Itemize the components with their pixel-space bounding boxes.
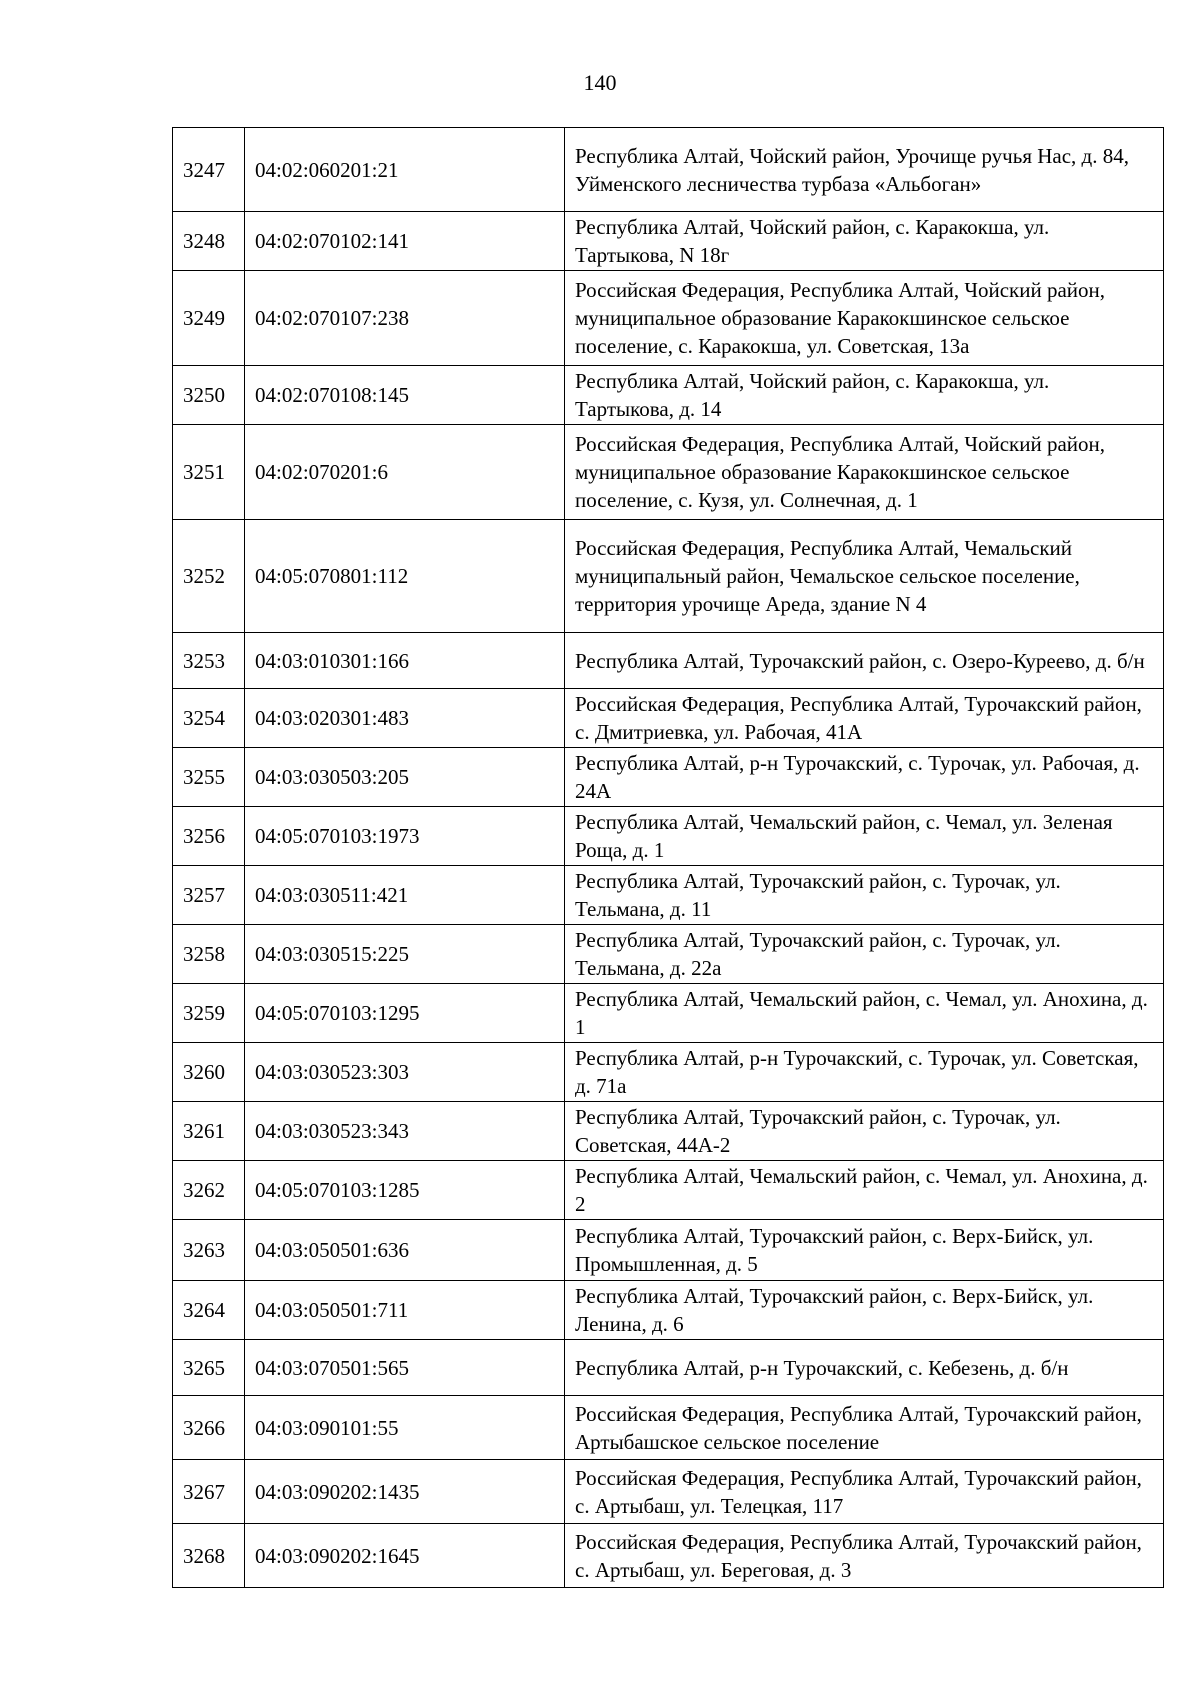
row-number-cell: 3264: [173, 1281, 245, 1340]
address-cell: Республика Алтай, Турочакский район, с. Верх-Бийск, ул. Промышленная, д. 5: [565, 1220, 1164, 1281]
table-row: [173, 807, 1164, 866]
address-cell: Республика Алтай, р-н Турочакский, с. Турочак, ул. Советская, д. 71а: [565, 1043, 1164, 1102]
cadastral-number-cell: 04:05:070103:1285: [245, 1161, 565, 1220]
cadastral-number-cell: 04:03:070501:565: [245, 1340, 565, 1396]
cadastral-number-cell: 04:03:010301:166: [245, 633, 565, 689]
cadastral-number-cell: 04:03:090202:1435: [245, 1460, 565, 1524]
table-row: [173, 633, 1164, 689]
table-row: [173, 212, 1164, 271]
address-cell: Республика Алтай, Чемальский район, с. Чемал, ул. Зеленая Роща, д. 1: [565, 807, 1164, 866]
row-number-cell: 3258: [173, 925, 245, 984]
row-number-cell: 3254: [173, 689, 245, 748]
table-row: [173, 925, 1164, 984]
table-row: [173, 1281, 1164, 1340]
cadastral-number-cell: 04:02:060201:21: [245, 128, 565, 212]
address-cell: Республика Алтай, Чемальский район, с. Чемал, ул. Анохина, д. 2: [565, 1161, 1164, 1220]
address-cell: Республика Алтай, Чемальский район, с. Чемал, ул. Анохина, д. 1: [565, 984, 1164, 1043]
table-row: [173, 366, 1164, 425]
row-number-cell: 3265: [173, 1340, 245, 1396]
table-row: [173, 1043, 1164, 1102]
address-cell: Российская Федерация, Республика Алтай, Чойский район, муниципальное образование Каракокшинское сельское поселение, с. Кузя, ул. Солнечная, д. 1: [565, 425, 1164, 520]
address-cell: Российская Федерация, Республика Алтай, Чойский район, муниципальное образование Каракокшинское сельское поселение, с. Каракокша, ул. Советская, 13а: [565, 271, 1164, 366]
row-number-cell: 3260: [173, 1043, 245, 1102]
table-row: [173, 984, 1164, 1043]
cadastral-number-cell: 04:02:070102:141: [245, 212, 565, 271]
row-number-cell: 3266: [173, 1396, 245, 1460]
address-cell: Российская Федерация, Республика Алтай, Чемальский муниципальный район, Чемальское сельское поселение, территория урочище Ареда, здание N 4: [565, 520, 1164, 633]
row-number-cell: 3261: [173, 1102, 245, 1161]
row-number-cell: 3257: [173, 866, 245, 925]
cadastral-number-cell: 04:02:070107:238: [245, 271, 565, 366]
table-row: [173, 866, 1164, 925]
table-body: [173, 128, 1164, 1588]
address-cell: Республика Алтай, р-н Турочакский, с. Кебезень, д. б/н: [565, 1340, 1164, 1396]
table-row: [173, 271, 1164, 366]
cadastral-number-cell: 04:05:070103:1973: [245, 807, 565, 866]
address-cell: Республика Алтай, Чойский район, Урочище ручья Нас, д. 84, Уйменского лесничества турбаза «Альбоган»: [565, 128, 1164, 212]
row-number-cell: 3253: [173, 633, 245, 689]
row-number-cell: 3251: [173, 425, 245, 520]
table-row: [173, 1524, 1164, 1588]
table-row: [173, 520, 1164, 633]
property-table: [172, 127, 1164, 1588]
address-cell: Российская Федерация, Республика Алтай, Турочакский район, с. Дмитриевка, ул. Рабочая, 41А: [565, 689, 1164, 748]
address-cell: Республика Алтай, Турочакский район, с. Турочак, ул. Тельмана, д. 11: [565, 866, 1164, 925]
table-row: [173, 748, 1164, 807]
page-number: 140: [583, 70, 617, 95]
address-cell: Российская Федерация, Республика Алтай, Турочакский район, Артыбашское сельское поселение: [565, 1396, 1164, 1460]
cadastral-number-cell: 04:02:070108:145: [245, 366, 565, 425]
table-row: [173, 689, 1164, 748]
address-cell: Республика Алтай, р-н Турочакский, с. Турочак, ул. Рабочая, д. 24А: [565, 748, 1164, 807]
cadastral-number-cell: 04:03:030523:343: [245, 1102, 565, 1161]
cadastral-number-cell: 04:03:050501:636: [245, 1220, 565, 1281]
table-row: [173, 1102, 1164, 1161]
address-cell: Российская Федерация, Республика Алтай, Турочакский район, с. Артыбаш, ул. Береговая, д. 3: [565, 1524, 1164, 1588]
row-number-cell: 3255: [173, 748, 245, 807]
cadastral-number-cell: 04:05:070801:112: [245, 520, 565, 633]
row-number-cell: 3263: [173, 1220, 245, 1281]
address-cell: Республика Алтай, Чойский район, с. Каракокша, ул. Тартыкова, д. 14: [565, 366, 1164, 425]
cadastral-number-cell: 04:03:090101:55: [245, 1396, 565, 1460]
table-row: [173, 425, 1164, 520]
table-row: [173, 1340, 1164, 1396]
row-number-cell: 3248: [173, 212, 245, 271]
cadastral-number-cell: 04:03:020301:483: [245, 689, 565, 748]
cadastral-number-cell: 04:03:050501:711: [245, 1281, 565, 1340]
cadastral-number-cell: 04:03:030503:205: [245, 748, 565, 807]
cadastral-number-cell: 04:03:030515:225: [245, 925, 565, 984]
row-number-cell: 3249: [173, 271, 245, 366]
address-cell: Республика Алтай, Турочакский район, с. Турочак, ул. Тельмана, д. 22а: [565, 925, 1164, 984]
table-row: [173, 128, 1164, 212]
row-number-cell: 3247: [173, 128, 245, 212]
address-cell: Республика Алтай, Турочакский район, с. Турочак, ул. Советская, 44А-2: [565, 1102, 1164, 1161]
row-number-cell: 3252: [173, 520, 245, 633]
address-cell: Республика Алтай, Чойский район, с. Каракокша, ул. Тартыкова, N 18г: [565, 212, 1164, 271]
cadastral-number-cell: 04:03:090202:1645: [245, 1524, 565, 1588]
row-number-cell: 3259: [173, 984, 245, 1043]
table-row: [173, 1161, 1164, 1220]
row-number-cell: 3268: [173, 1524, 245, 1588]
row-number-cell: 3250: [173, 366, 245, 425]
cadastral-number-cell: 04:03:030511:421: [245, 866, 565, 925]
cadastral-number-cell: 04:03:030523:303: [245, 1043, 565, 1102]
address-cell: Республика Алтай, Турочакский район, с. Верх-Бийск, ул. Ленина, д. 6: [565, 1281, 1164, 1340]
cadastral-number-cell: 04:02:070201:6: [245, 425, 565, 520]
address-cell: Российская Федерация, Республика Алтай, Турочакский район, с. Артыбаш, ул. Телецкая, 117: [565, 1460, 1164, 1524]
row-number-cell: 3262: [173, 1161, 245, 1220]
row-number-cell: 3256: [173, 807, 245, 866]
cadastral-number-cell: 04:05:070103:1295: [245, 984, 565, 1043]
address-cell: Республика Алтай, Турочакский район, с. Озеро-Куреево, д. б/н: [565, 633, 1164, 689]
table-row: [173, 1220, 1164, 1281]
table-row: [173, 1460, 1164, 1524]
table-row: [173, 1396, 1164, 1460]
row-number-cell: 3267: [173, 1460, 245, 1524]
